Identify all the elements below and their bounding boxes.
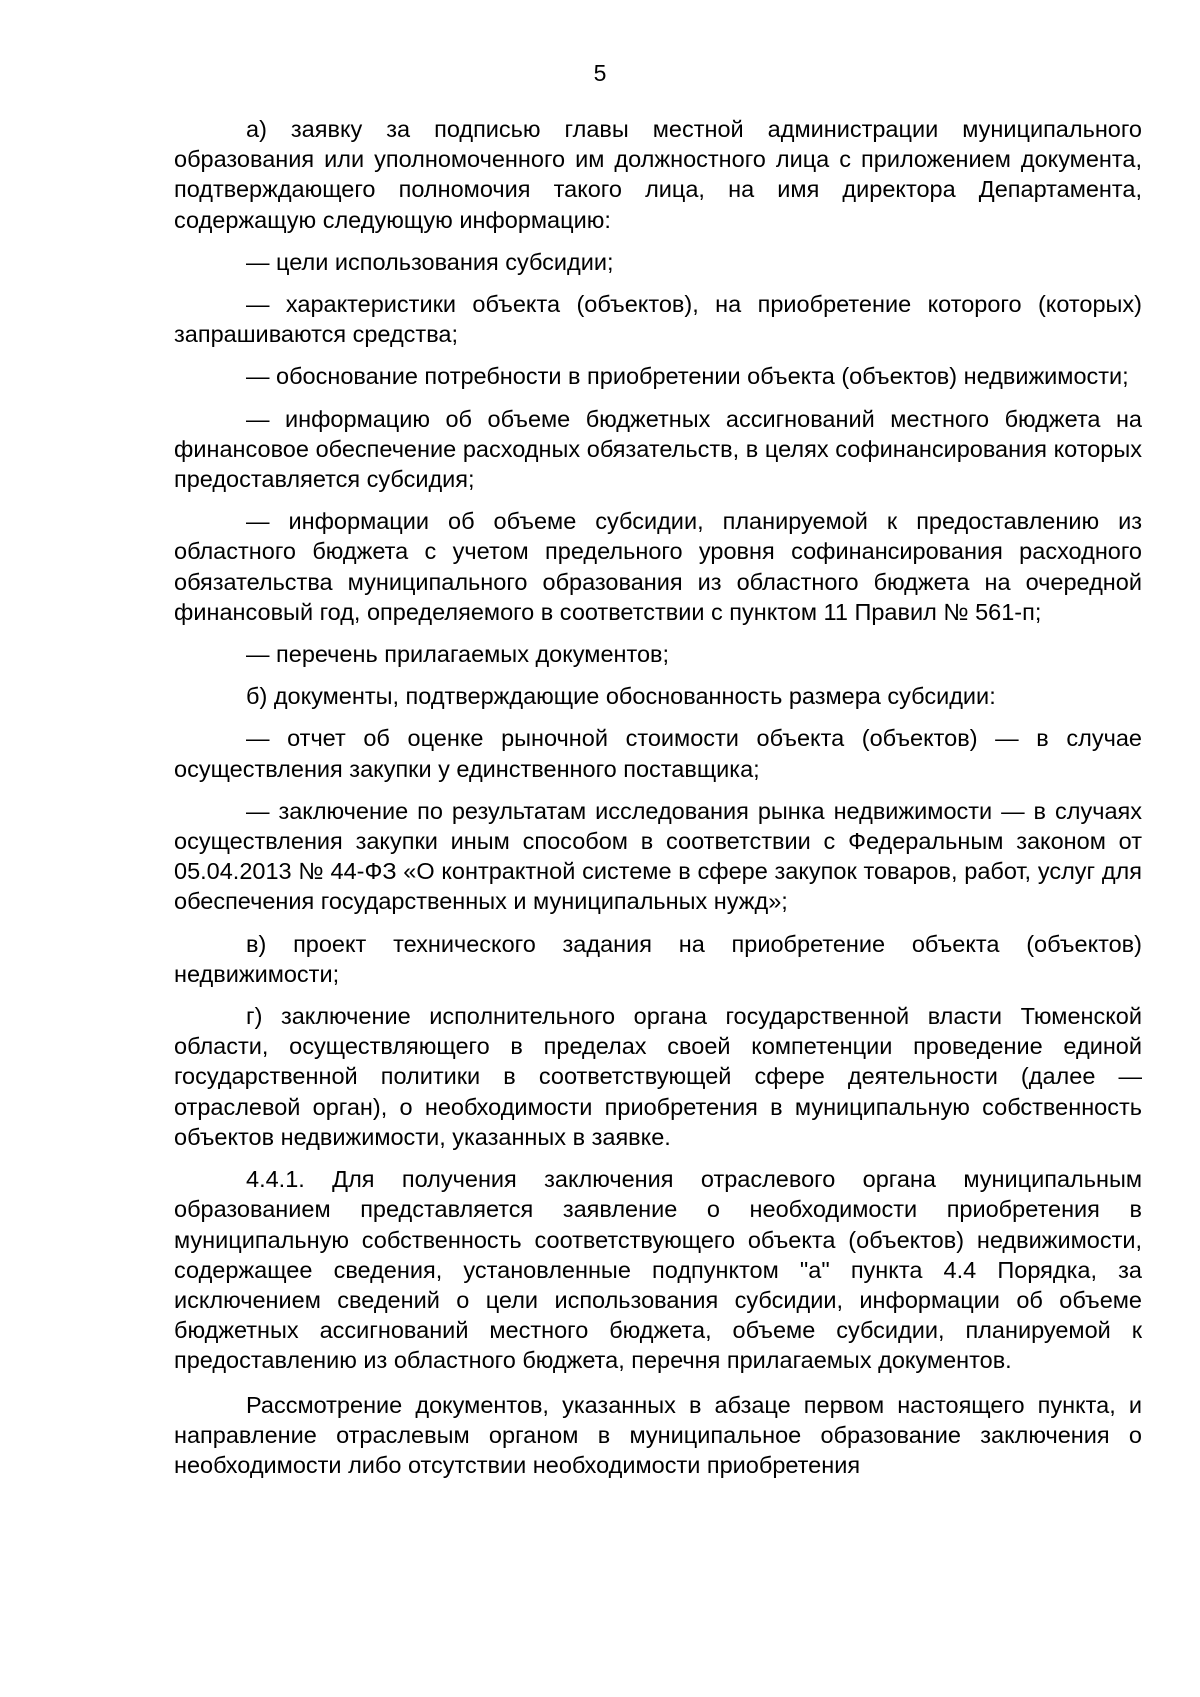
paragraph-need-justification: — обоснование потребности в приобретении объекта (объектов) недвижимости;: [246, 363, 1129, 390]
paragraph-review-of-documents: Рассмотрение документов, указанных в абзаце первом настоящего пункта, и направление отраслевым органом в муниципальное образование заключения о необходимости либо отсутствии необходимости приобретения: [174, 1391, 1142, 1478]
paragraph-local-budget-info: — информацию об объеме бюджетных ассигнований местного бюджета на финансовое обеспечение расходных обязательств, в целях софинансирования которых предоставляется субсидия;: [174, 405, 1142, 493]
paragraph-c-technical-task: в) проект технического задания на приобретение объекта (объектов) недвижимости;: [174, 930, 1142, 987]
document-body: [174, 114, 1142, 1480]
paragraph-subsidy-purpose: — цели использования субсидии;: [246, 248, 614, 275]
page-number: 5: [593, 60, 607, 86]
paragraph-object-characteristics: — характеристики объекта (объектов), на приобретение которого (которых) запрашиваются средства;: [174, 291, 1142, 348]
paragraph-b-supporting-documents: б) документы, подтверждающие обоснованность размера субсидии:: [246, 683, 996, 710]
paragraph-market-value-report: — отчет об оценке рыночной стоимости объекта (объектов) — в случае осуществления закупки у единственного поставщика;: [174, 725, 1142, 782]
paragraph-market-research-conclusion: — заключение по результатам исследования рынка недвижимости — в случаях осуществления закупки иным способом в соответствии с Федеральным законом от 05.04.2013 № 44-ФЗ «О контрактной системе в сфере закупок товаров, работ, услуг для обеспечения государственных и муниципальных нужд»;: [174, 797, 1142, 915]
paragraph-attached-documents-list: — перечень прилагаемых документов;: [246, 641, 670, 668]
paragraph-a-application: а) заявку за подписью главы местной администрации муниципального образования или уполномоченного им должностного лица с приложением документа, подтверждающего полномочия такого лица, на имя директора Департамента, содержащую следующую информацию:: [174, 116, 1142, 233]
paragraph-4-4-1: 4.4.1. Для получения заключения отраслевого органа муниципальным образованием представляется заявление о необходимости приобретения в муниципальную собственность соответствующего объекта (объектов) недвижимости, содержащее сведения, установленные подпунктом "а" пункта 4.4 Порядка, за исключением сведений о цели использования субсидии, информации об объеме бюджетных ассигнований местного бюджета, объеме субсидии, планируемой к предоставлению из областного бюджета, перечня прилагаемых документов.: [174, 1166, 1142, 1374]
paragraph-subsidy-amount-info: — информации об объеме субсидии, планируемой к предоставлению из областного бюджета с учетом предельного уровня софинансирования расходного обязательства муниципального образования из областного бюджета на очередной финансовый год, определяемого в соответствии с пунктом 11 Правил № 561-п;: [174, 508, 1142, 625]
paragraph-d-sector-authority-conclusion: г) заключение исполнительного органа государственной власти Тюменской области, осуществляющего в пределах своей компетенции проведение единой государственной политики в соответствующей сфере деятельности (далее — отраслевой орган), о необходимости приобретения в муниципальную собственность объектов недвижимости, указанных в заявке.: [174, 1003, 1142, 1150]
